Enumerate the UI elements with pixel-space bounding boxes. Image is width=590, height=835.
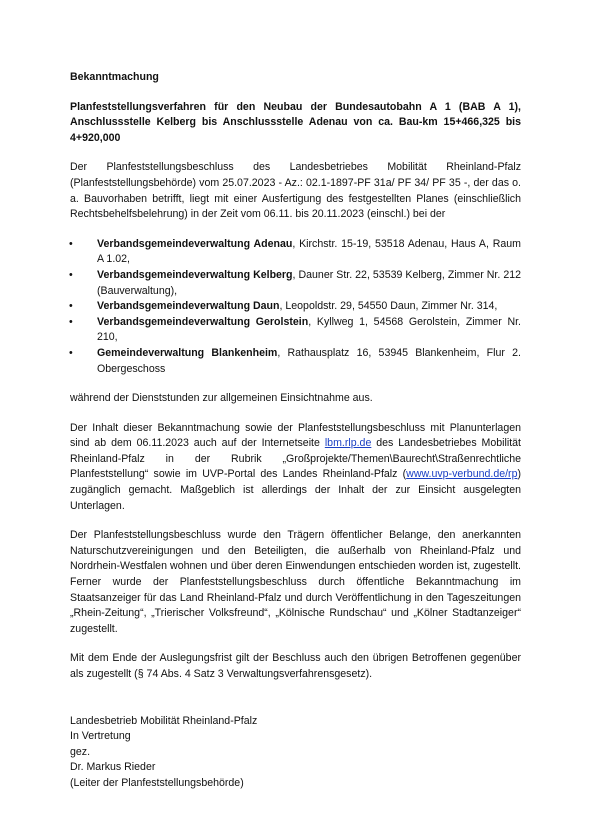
location-name: Verbandsgemeindeverwaltung Daun — [97, 300, 280, 313]
uvp-portal-link[interactable]: www.uvp-verbund.de/rp — [406, 468, 518, 481]
list-item — [70, 268, 521, 299]
lbm-website-link[interactable]: lbm.rlp.de — [324, 437, 372, 450]
location-detail: , Rathausplatz 16, 53945 Blankenheim, Flur 2. Obergeschoss — [97, 346, 521, 375]
office-hours-paragraph: während der Dienststunden zur allgemeinen Einsichtnahme aus. — [70, 392, 373, 405]
document-body — [70, 70, 521, 792]
location-name: Verbandsgemeindeverwaltung Adenau — [97, 237, 293, 250]
location-name: Verbandsgemeindeverwaltung Kelberg — [97, 268, 293, 281]
list-item — [70, 315, 521, 346]
location-detail: , Kirchstr. 15-19, 53518 Adenau, Haus A, Raum A 1.02, — [97, 237, 522, 266]
intro-paragraph: Der Planfeststellungsbeschluss des Landesbetriebes Mobilität Rheinland-Pfalz (Planfeststellungsbehörde) vom 25.07.2023 - Az.: 02.1-1897-PF 31a/ PF 34/ PF 35 -, der das o. a. Bauvorhaben betrifft, liegt mit einer Ausfertigung des festgestellten Planes (einschließlich Rechtsbehelfsbelehrung) in der Zeit vom 06.11. bis 20.11.2023 (einschl.) bei der — [70, 161, 521, 221]
delivery-paragraph: Der Planfeststellungsbeschluss wurde den Trägern öffentlicher Belange, den anerkannten Naturschutzvereinigungen und den Beteiligten, die außerhalb von Rheinland-Pfalz und Nordrhein-Westfalen wohnen und über deren Einwendungen entschieden worden ist, zugestellt. Ferner wurde der Planfeststellungsbeschluss durch öffentliche Bekanntmachung im Staatsanzeiger für das Land Rheinland-Pfalz und durch Veröffentlichung in den Tageszeitungen „Rhein-Zeitung“, „Trierischer Volksfreund“, „Kölnische Rundschau“ und „Kölner Stadtanzeiger“ zugestellt. — [70, 529, 521, 635]
location-list — [70, 237, 521, 377]
bullet: • — [69, 346, 73, 359]
bullet: • — [69, 268, 73, 281]
location-detail: , Kyllweg 1, 54568 Gerolstein, Zimmer Nr. 210, — [97, 315, 522, 344]
document-title: Planfeststellungsverfahren für den Neubau der Bundesautobahn A 1 (BAB A 1), Anschlussstelle Kelberg bis Anschlussstelle Adenau von ca. Bau-km 15+466,325 bis 4+920,000 — [70, 100, 521, 144]
list-item — [70, 299, 521, 315]
signature-org: Landesbetrieb Mobilität Rheinland-Pfalz — [70, 714, 258, 727]
location-detail: , Dauner Str. 22, 53539 Kelberg, Zimmer Nr. 212 (Bauverwaltung), — [97, 268, 521, 297]
document-heading: Bekanntmachung — [70, 71, 159, 83]
bullet: • — [69, 300, 73, 313]
list-item — [70, 346, 521, 377]
deadline-paragraph: Mit dem Ende der Auslegungsfrist gilt der Beschluss auch den übrigen Betroffenen gegenüber als zugestellt (§ 74 Abs. 4 Satz 3 Verwaltungsverfahrensgesetz). — [70, 652, 521, 680]
online-text-1: Der Inhalt dieser Bekanntmachung sowie der Planfeststellungsbeschluss mit Planunterlagen sind ab dem 06.11.2023 auch auf der Internetseite — [70, 421, 521, 450]
signature-gez: gez. — [70, 745, 91, 758]
online-text-2: des Landesbetriebes Mobilität Rheinland-Pfalz in der Rubrik „Großprojekte/Themen\Baurecht\Straßenrechtliche Planfeststellung“ sowie im UVP-Portal des Landes Rheinland-Pfalz ( — [70, 437, 521, 481]
online-text-3: ) zugänglich gemacht. Maßgeblich ist allerdings der Inhalt der zur Einsicht ausgelegten Unterlagen. — [70, 468, 521, 512]
signature-name: Dr. Markus Rieder — [70, 761, 156, 774]
online-availability-paragraph — [70, 421, 521, 515]
location-name: Gemeindeverwaltung Blankenheim — [97, 346, 278, 359]
location-detail: , Leopoldstr. 29, 54550 Daun, Zimmer Nr. 314, — [279, 300, 498, 313]
bullet: • — [69, 237, 73, 250]
list-item — [70, 237, 521, 268]
signature-block — [70, 714, 521, 792]
signature-position: (Leiter der Planfeststellungsbehörde) — [70, 776, 244, 789]
location-name: Verbandsgemeindeverwaltung Gerolstein — [97, 315, 309, 328]
bullet: • — [69, 315, 73, 328]
signature-role: In Vertretung — [70, 730, 131, 743]
